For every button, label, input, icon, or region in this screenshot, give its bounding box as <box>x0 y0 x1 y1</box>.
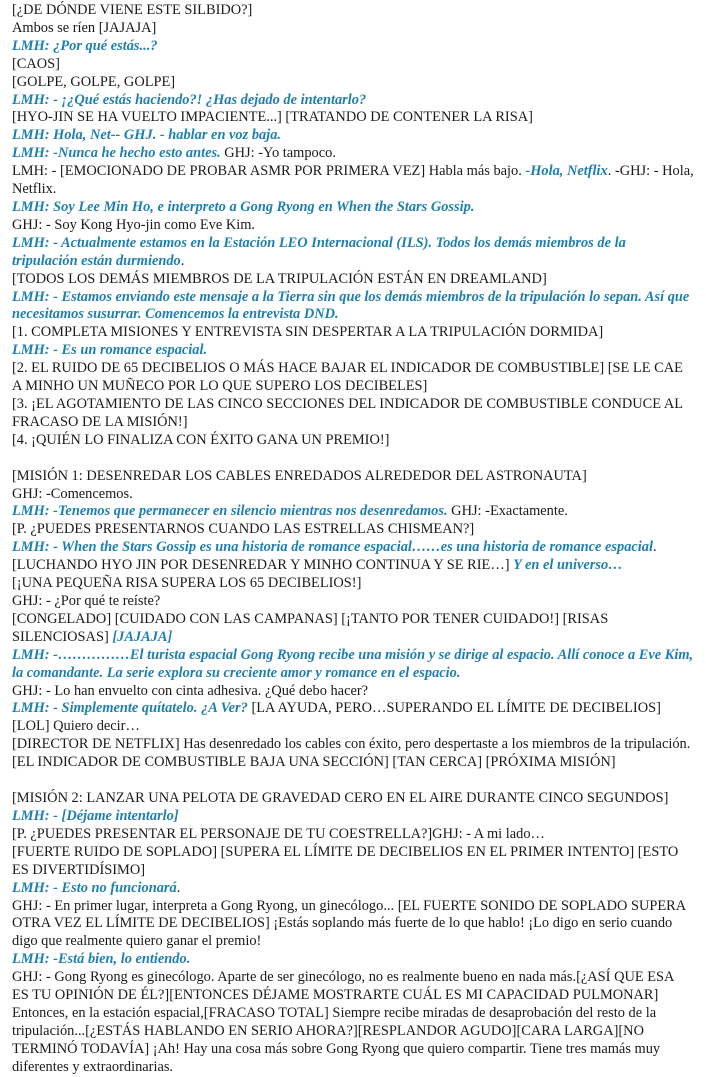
transcript-line <box>12 844 694 880</box>
transcript-text: [3. ¡EL AGOTAMIENTO DE LAS CINCO SECCIONES DEL INDICADOR DE COMBUSTIBLE CONDUCE AL FRACASO DE LA MISIÓN!] <box>12 395 683 430</box>
transcript-text: [LA AYUDA, PERO…SUPERANDO EL LÍMITE DE DECIBELIOS] <box>247 700 661 717</box>
transcript-line <box>12 575 694 593</box>
transcript-text: [1. COMPLETA MISIONES Y ENTREVISTA SIN DESPERTAR A LA TRIPULACIÓN DORMIDA] <box>12 324 604 341</box>
transcript-text: [FUERTE RUIDO DE SOPLADO] [SUPERA EL LÍMITE DE DECIBELIOS EN EL PRIMER INTENTO] [ESTO ES DIVERTIDÍSIMO] <box>12 843 679 878</box>
transcript-line <box>12 56 694 74</box>
transcript-text: [EL INDICADOR DE COMBUSTIBLE BAJA UNA SECCIÓN] [TAN CERCA] [PRÓXIMA MISIÓN] <box>12 754 616 771</box>
highlighted-speech: Y en el universo… <box>513 557 623 574</box>
transcript-text: . -GHJ: - Hola, Netflix. <box>12 163 694 198</box>
paragraph-gap <box>12 772 694 790</box>
highlighted-speech: LMH: - [Déjame intentarlo] <box>12 807 179 824</box>
transcript-line <box>12 271 694 289</box>
transcript-text: [TODOS LOS DEMÁS MIEMBROS DE LA TRIPULACIÓN ESTÁN EN DREAMLAND] <box>12 270 547 287</box>
transcript-text: [GOLPE, GOLPE, GOLPE] <box>12 73 176 90</box>
transcript-text: GHJ: -Yo tampoco. <box>220 145 336 162</box>
transcript-text: [CONGELADO] [CUIDADO CON LAS CAMPANAS] [¡TANTO POR TENER CUIDADO!] [RISAS SILENCIOSAS] <box>12 610 609 645</box>
transcript-line <box>12 683 694 701</box>
transcript-text: [LOL] Quiero decir… <box>12 718 140 735</box>
highlighted-speech: LMH: - Actualmente estamos en la Estación LEO Internacional (ILS). Todos los demás miembros de la tripulación están durmiendo <box>12 234 626 269</box>
transcript-line <box>12 521 694 539</box>
transcript-text: Ambos se ríen [JAJAJA] <box>12 19 157 36</box>
transcript-line <box>12 898 694 952</box>
transcript-text: [¡UNA PEQUEÑA RISA SUPERA LOS 65 DECIBELIOS!] <box>12 575 362 592</box>
transcript-text: [P. ¿PUEDES PRESENTAR EL PERSONAJE DE TU COESTRELLA?]GHJ: - A mi lado… <box>12 825 545 842</box>
transcript-text: LMH: - [EMOCIONADO DE PROBAR ASMR POR PRIMERA VEZ] Habla más bajo. <box>12 163 526 180</box>
transcript-line <box>12 969 694 1076</box>
transcript-text: GHJ: -Exactamente. <box>447 503 568 520</box>
highlighted-speech: LMH: Soy Lee Min Ho, e interpreto a Gong Ryong en When the Stars Gossip. <box>12 198 475 215</box>
transcript-line <box>12 217 694 235</box>
transcript-line <box>12 951 694 969</box>
transcript-line <box>12 808 694 826</box>
highlighted-speech: LMH: - Esto no funcionará <box>12 879 177 896</box>
transcript-line <box>12 163 694 199</box>
transcript-line <box>12 432 694 450</box>
transcript-text: [DIRECTOR DE NETFLIX] Has desenredado los cables con éxito, pero despertaste a los miembros de la tripulación. <box>12 736 691 753</box>
transcript-line <box>12 754 694 772</box>
highlighted-speech: LMH: - Simplemente quítatelo. ¿A Ver? <box>12 700 248 717</box>
transcript-line <box>12 109 694 127</box>
highlighted-speech: LMH: -……………El turista espacial Gong Ryong recibe una misión y se dirige al espacio. Allí conoce a Eve Kim, la comandante. La serie explora su creciente amor y romance en el espacio. <box>12 646 694 681</box>
transcript-text: . <box>180 252 185 269</box>
transcript-line <box>12 199 694 217</box>
transcript-line <box>12 324 694 342</box>
transcript-line <box>12 342 694 360</box>
transcript-text: [MISIÓN 2: LANZAR UNA PELOTA DE GRAVEDAD CERO EN EL AIRE DURANTE CINCO SEGUNDOS] <box>12 790 669 807</box>
transcript-line <box>12 468 694 486</box>
transcript-text: [MISIÓN 1: DESENREDAR LOS CABLES ENREDADOS ALREDEDOR DEL ASTRONAUTA] <box>12 467 587 484</box>
highlighted-speech: -Hola, Netflix <box>525 163 608 180</box>
transcript-line <box>12 736 694 754</box>
highlighted-speech: LMH: -Tenemos que permanecer en silencio mientras nos desenredamos. <box>12 503 448 520</box>
transcript-text: [4. ¡QUIÉN LO FINALIZA CON ÉXITO GANA UN PREMIO!] <box>12 431 390 448</box>
transcript-line <box>12 20 694 38</box>
transcript-line <box>12 145 694 163</box>
transcript-line <box>12 826 694 844</box>
highlighted-speech: LMH: - Estamos enviando este mensaje a la Tierra sin que los demás miembros de la tripulación lo sepan. Así que necesitamos susurrar. Comencemos la entrevista DND. <box>12 288 690 323</box>
transcript-line <box>12 593 694 611</box>
transcript-line <box>12 790 694 808</box>
transcript-line <box>12 647 694 683</box>
transcript-text: [LUCHANDO HYO JIN POR DESENREDAR Y MINHO CONTINUA Y SE RIE…] <box>12 557 514 574</box>
transcript-text: [2. EL RUIDO DE 65 DECIBELIOS O MÁS HACE BAJAR EL INDICADOR DE COMBUSTIBLE] [SE LE CAE A MINHO UN MUÑECO POR LO QUE SUPERO LOS DECIBELES] <box>12 360 683 395</box>
highlighted-speech: LMH: ¿Por qué estás...? <box>12 37 158 54</box>
paragraph-gap <box>12 450 694 468</box>
transcript-line <box>12 360 694 396</box>
transcript-text: GHJ: - ¿Por qué te reíste? <box>12 593 161 609</box>
transcript-text: GHJ: - Soy Kong Hyo-jin como Eve Kim. <box>12 216 256 233</box>
highlighted-speech: [JAJAJA] <box>112 628 173 645</box>
transcript-line <box>12 611 694 647</box>
transcript-line <box>12 127 694 145</box>
transcript-text: GHJ: -Comencemos. <box>12 485 133 502</box>
transcript-line <box>12 74 694 92</box>
transcript-line <box>12 557 694 575</box>
highlighted-speech: LMH: -Está bien, lo entiendo. <box>12 951 191 968</box>
transcript-line <box>12 289 694 325</box>
transcript-line <box>12 539 694 557</box>
highlighted-speech: LMH: Hola, Net-- GHJ. - hablar en voz baja. <box>12 127 282 144</box>
transcript-text: GHJ: - En primer lugar, interpreta a Gong Ryong, un ginecólogo... [EL FUERTE SONIDO DE SOPLADO SUPERA OTRA VEZ EL LÍMITE DE DECIBELIOS] ¡Estás soplando más fuerte de lo que hablo! ¡Lo digo en serio cuando digo que realmente quiero ganar el premio! <box>12 897 686 950</box>
transcript-line <box>12 503 694 521</box>
highlighted-speech: LMH: - Es un romance espacial. <box>12 342 208 359</box>
transcript-text: . <box>176 879 181 896</box>
highlighted-speech: LMH: -Nunca he hecho esto antes. <box>12 145 221 162</box>
transcript-text: [HYO-JIN SE HA VUELTO IMPACIENTE...] [TRATANDO DE CONTENER LA RISA] <box>12 109 533 126</box>
transcript-text: GHJ: - Lo han envuelto con cinta adhesiva. ¿Qué debo hacer? <box>12 682 369 699</box>
transcript-line <box>12 2 694 20</box>
transcript-text: [¿DE DÓNDE VIENE ESTE SILBIDO?] <box>12 2 253 18</box>
transcript-line <box>12 235 694 271</box>
transcript-line <box>12 92 694 110</box>
transcript-line <box>12 700 694 718</box>
transcript-text: [P. ¿PUEDES PRESENTARNOS CUANDO LAS ESTRELLAS CHISMEAN?] <box>12 521 475 538</box>
highlighted-speech: LMH: - ¡¿Qué estás haciendo?! ¿Has dejado de intentarlo? <box>12 91 367 108</box>
transcript-line <box>12 880 694 898</box>
transcript-line <box>12 486 694 504</box>
transcript-line <box>12 718 694 736</box>
transcript-text: . <box>652 539 657 556</box>
highlighted-speech: LMH: - When the Stars Gossip es una historia de romance espacial……es una historia de romance espacial <box>12 539 653 556</box>
transcript-text: [CAOS] <box>12 55 60 72</box>
transcript-line <box>12 396 694 432</box>
transcript-line <box>12 38 694 56</box>
transcript-text: GHJ: - Gong Ryong es ginecólogo. Aparte de ser ginecólogo, no es realmente bueno en nada más.[¿ASÍ QUE ESA ES TU OPINIÓN DE ÉL?][ENTONCES DÉJAME MOSTRARTE CUÁL ES MI CAPACIDAD PULMONAR] Entonces, en la estación espacial,[FRACASO TOTAL] Siempre recibe miradas de desaprobación del resto de la tripulación...[¿ESTÁS HABLANDO EN SERIO AHORA?][RESPLANDOR AGUDO][CARA LARGA][NO TERMINÓ TODAVÍA] ¡Ah! Hay una cosa más sobre Gong Ryong que quiero compartir. Tiene tres mamás muy diferentes y extraordinarias. <box>12 969 674 1075</box>
